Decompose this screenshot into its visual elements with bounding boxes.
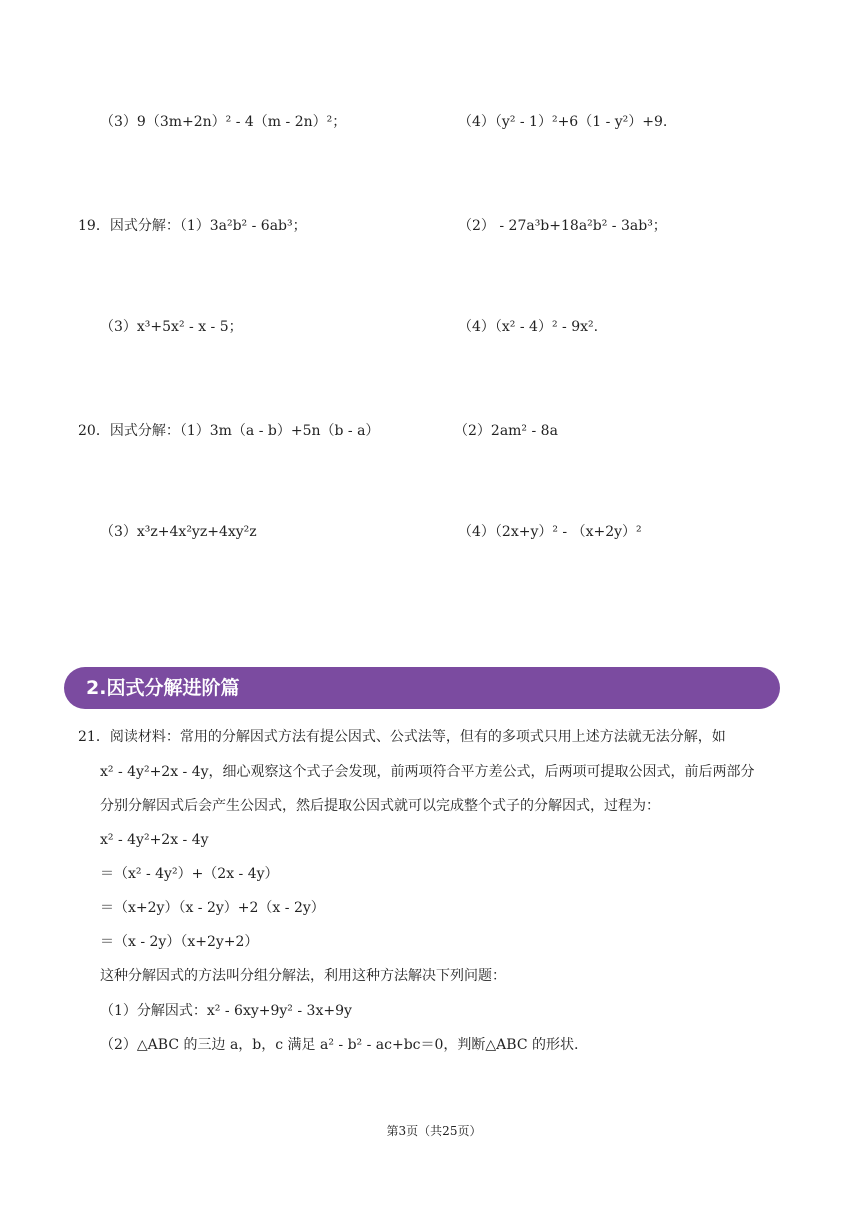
p21-q2: （2）△ABC 的三边 a，b，c 满足 a² - b² - ac+bc＝0，判断△ABC 的形状. [100,1037,579,1053]
p19-intro: 19．因式分解：（1）3a²b² - 6ab³； [78,218,307,234]
p19-item3: （3）x³+5x² - x - 5； [100,319,243,335]
page-footer: 第3页（共25页） [386,1124,482,1138]
p21-q1: （1）分解因式：x² - 6xy+9y² - 3x+9y [100,1003,352,1019]
p21-line3: 分别分解因式后会产生公因式，然后提取公因式就可以完成整个式子的分解因式，过程为： [100,798,660,814]
p21-step0: x² - 4y²+2x - 4y [100,832,209,848]
p21-step3: ＝（x - 2y）（x+2y+2） [100,934,259,950]
p20-item4: （4）（2x+y）² - （x+2y）² [458,524,642,540]
p21-line1: 21．阅读材料：常用的分解因式方法有提公因式、公式法等，但有的多项式只用上述方法就无法分解，如 [78,729,726,745]
section-banner [64,667,780,709]
p20-item3: （3）x³z+4x²yz+4xy²z [100,524,257,540]
p21-step2: ＝（x+2y）（x - 2y）+2（x - 2y） [100,900,325,916]
p19-item2: （2） - 27a³b+18a²b² - 3ab³； [458,218,667,234]
p19-item4: （4）（x² - 4）² - 9x². [458,319,599,335]
p21-line2: x² - 4y²+2x - 4y，细心观察这个式子会发现，前两项符合平方差公式，后两项可提取公因式，前后两部分 [100,764,755,780]
p20-intro: 20．因式分解：（1）3m（a - b）+5n（b - a） [78,423,380,439]
section-title: 2.因式分解进阶篇 [86,677,240,699]
p20-item2: （2）2am² - 8a [454,423,558,439]
p21-step1: ＝（x² - 4y²）+（2x - 4y） [100,866,279,882]
p21-method: 这种分解因式的方法叫分组分解法，利用这种方法解决下列问题： [100,968,506,984]
p18-item3: （3）9（3m+2n）² - 4（m - 2n）²； [100,114,347,130]
p18-item4: （4）（y² - 1）²+6（1 - y²）+9. [458,114,668,130]
